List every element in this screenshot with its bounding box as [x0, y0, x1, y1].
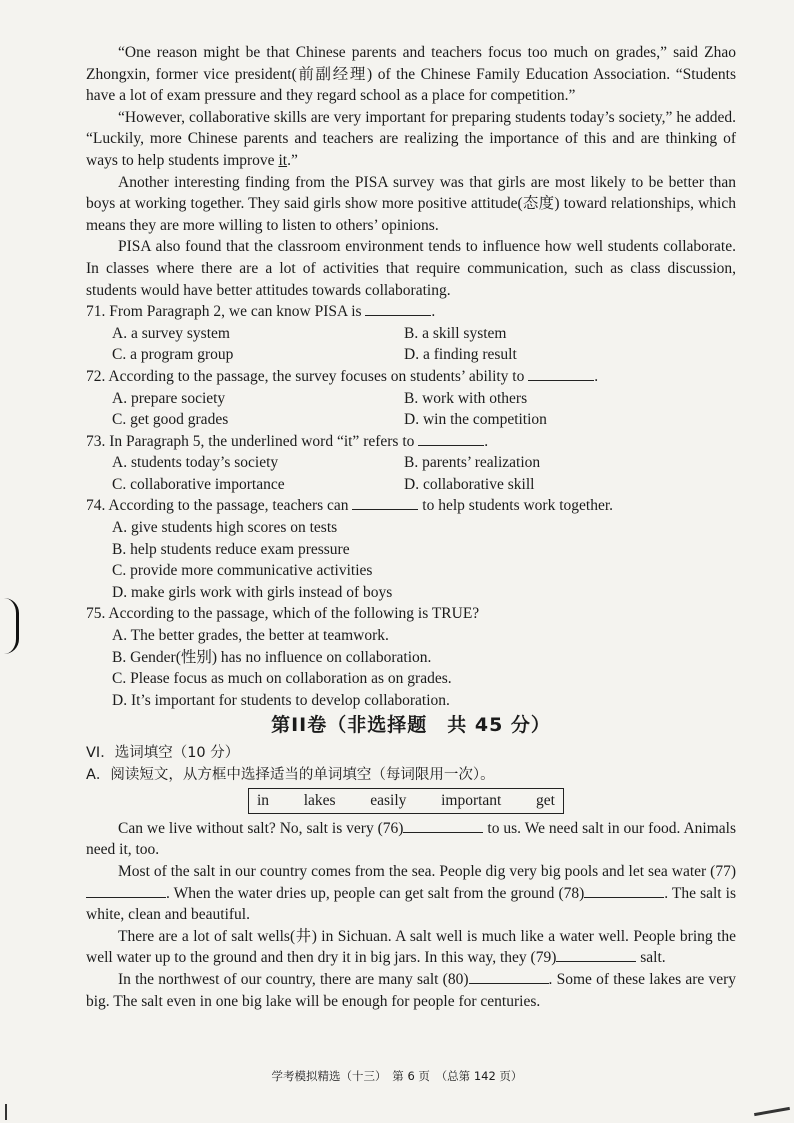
option-d: D. collaborative skill [404, 475, 535, 493]
answer-blank[interactable] [528, 366, 594, 381]
option-c: C. a program group [112, 346, 234, 364]
option-a: A. prepare society [112, 389, 226, 407]
option-b: B. a skill system [404, 324, 507, 342]
word-in: in [257, 792, 270, 810]
cloze-paragraph-4: In the northwest of our country, there are many salt (80) . Some of these lakes are very big. The salt even in one big lake will be enough for people for centuries. [86, 970, 736, 1010]
blank-78[interactable] [584, 883, 664, 898]
underlined-it: it [278, 151, 288, 169]
cloze-paragraph-2: Most of the salt in our country comes from the sea. People dig very big pools and let sea water (77). When the water dries up, people can get salt from the ground (78) . The salt is white, clean and beautiful. [86, 862, 736, 924]
option-c: C. Please focus as much on collaboration as on grades. [112, 670, 452, 688]
option-a: A. a survey system [112, 324, 230, 342]
answer-blank[interactable] [352, 495, 418, 510]
option-d: D. It’s important for students to develop collaboration. [112, 691, 450, 709]
option-b: B. help students reduce exam pressure [112, 540, 350, 558]
scan-corner-mark [754, 1107, 790, 1116]
option-c: C. collaborative importance [112, 475, 285, 493]
page-footer: 学考模拟精选（十三） 第 6 页 （总第 142 页） [271, 1069, 523, 1083]
word-lakes: lakes [303, 792, 336, 810]
exam-page [86, 42, 736, 1012]
question-74: 74. According to the passage, teachers can to help students work together. A. give students high scores on tests B. help students reduce exam pressure C. provide more communicative activities D. make girls work with girls instead of boys [86, 495, 736, 603]
cloze-paragraph-3: There are a lot of salt wells(井) in Sichuan. A salt well is much like a water well. People bring the well water up to the ground and then dry it in big jars. In this way, they (79) salt. [86, 927, 736, 967]
word-box [248, 788, 564, 814]
section-title: 第II卷（非选择题 共 45 分） [271, 714, 551, 737]
question-73: 73. In Paragraph 5, the underlined word “it” refers to . A. students today’s society B. parents’ realization C. collaborative importance D. collaborative skill [86, 431, 736, 496]
question-71: 71. From Paragraph 2, we can know PISA is . A. a survey system B. a skill system C. a program group D. a finding result [86, 301, 736, 366]
question-72: 72. According to the passage, the survey focuses on students’ ability to . A. prepare society B. work with others C. get good grades D. win the competition [86, 366, 736, 431]
blank-76[interactable] [403, 818, 483, 833]
option-b: B. parents’ realization [404, 454, 541, 472]
question-75: 75. According to the passage, which of the following is TRUE? A. The better grades, the better at teamwork. B. Gender(性别) has no influence on collaboration. C. Please focus as much on collaboration as on grades. D. It’s important for students to develop collaboration. [86, 603, 736, 711]
cloze-paragraph-1: Can we live without salt? No, salt is very (76) to us. We need salt in our food. Animals need it, too. [86, 819, 736, 859]
scan-edge-mark [5, 1104, 7, 1120]
blank-80[interactable] [469, 969, 549, 984]
word-get: get [536, 792, 555, 810]
part-vi-heading: VI．选词填空（10 分） [86, 745, 240, 761]
blank-77[interactable] [86, 883, 166, 898]
paragraph-4: PISA also found that the classroom environment tends to influence how well students collaborate. In classes where there are a lot of activities that require communication, such as class discussion, students would have better attitudes towards collaborating. [86, 238, 736, 299]
paragraph-1: “One reason might be that Chinese parents and teachers focus too much on grades,” said Zhao Zhongxin, former vice president(前副经理) of the Chinese Family Education Association. “Students have a lot of exam pressure and they regard school as a place for competition.” [86, 44, 736, 105]
option-a: A. give students high scores on tests [112, 519, 338, 537]
option-a: A. The better grades, the better at teamwork. [112, 627, 389, 645]
answer-blank[interactable] [418, 431, 484, 446]
option-a: A. students today’s society [112, 454, 279, 472]
answer-blank[interactable] [365, 301, 431, 316]
option-c: C. get good grades [112, 411, 229, 429]
word-important: important [441, 792, 502, 810]
option-d: D. a finding result [404, 346, 517, 364]
part-a-instructions: A．阅读短文，从方框中选择适当的单词填空（每词限用一次）。 [86, 766, 495, 783]
option-d: D. make girls work with girls instead of boys [112, 583, 393, 601]
blank-79[interactable] [556, 947, 636, 962]
option-c: C. provide more communicative activities [112, 562, 373, 580]
scan-bracket-mark [4, 598, 19, 654]
option-b: B. Gender(性别) has no influence on collaboration. [112, 648, 432, 666]
paragraph-2: “However, collaborative skills are very important for preparing students today’s society,” he added. “Luckily, more Chinese parents and teachers are realizing the importance of this and are thinking of ways to help students improve it.” [86, 108, 736, 169]
option-d: D. win the competition [404, 411, 547, 429]
word-easily: easily [370, 792, 407, 810]
option-b: B. work with others [404, 389, 528, 407]
paragraph-3: Another interesting finding from the PISA survey was that girls are most likely to be better than boys at working together. They said girls show more positive attitude(态度) toward relationships, which means they are more willing to listen to others’ opinions. [86, 173, 736, 234]
